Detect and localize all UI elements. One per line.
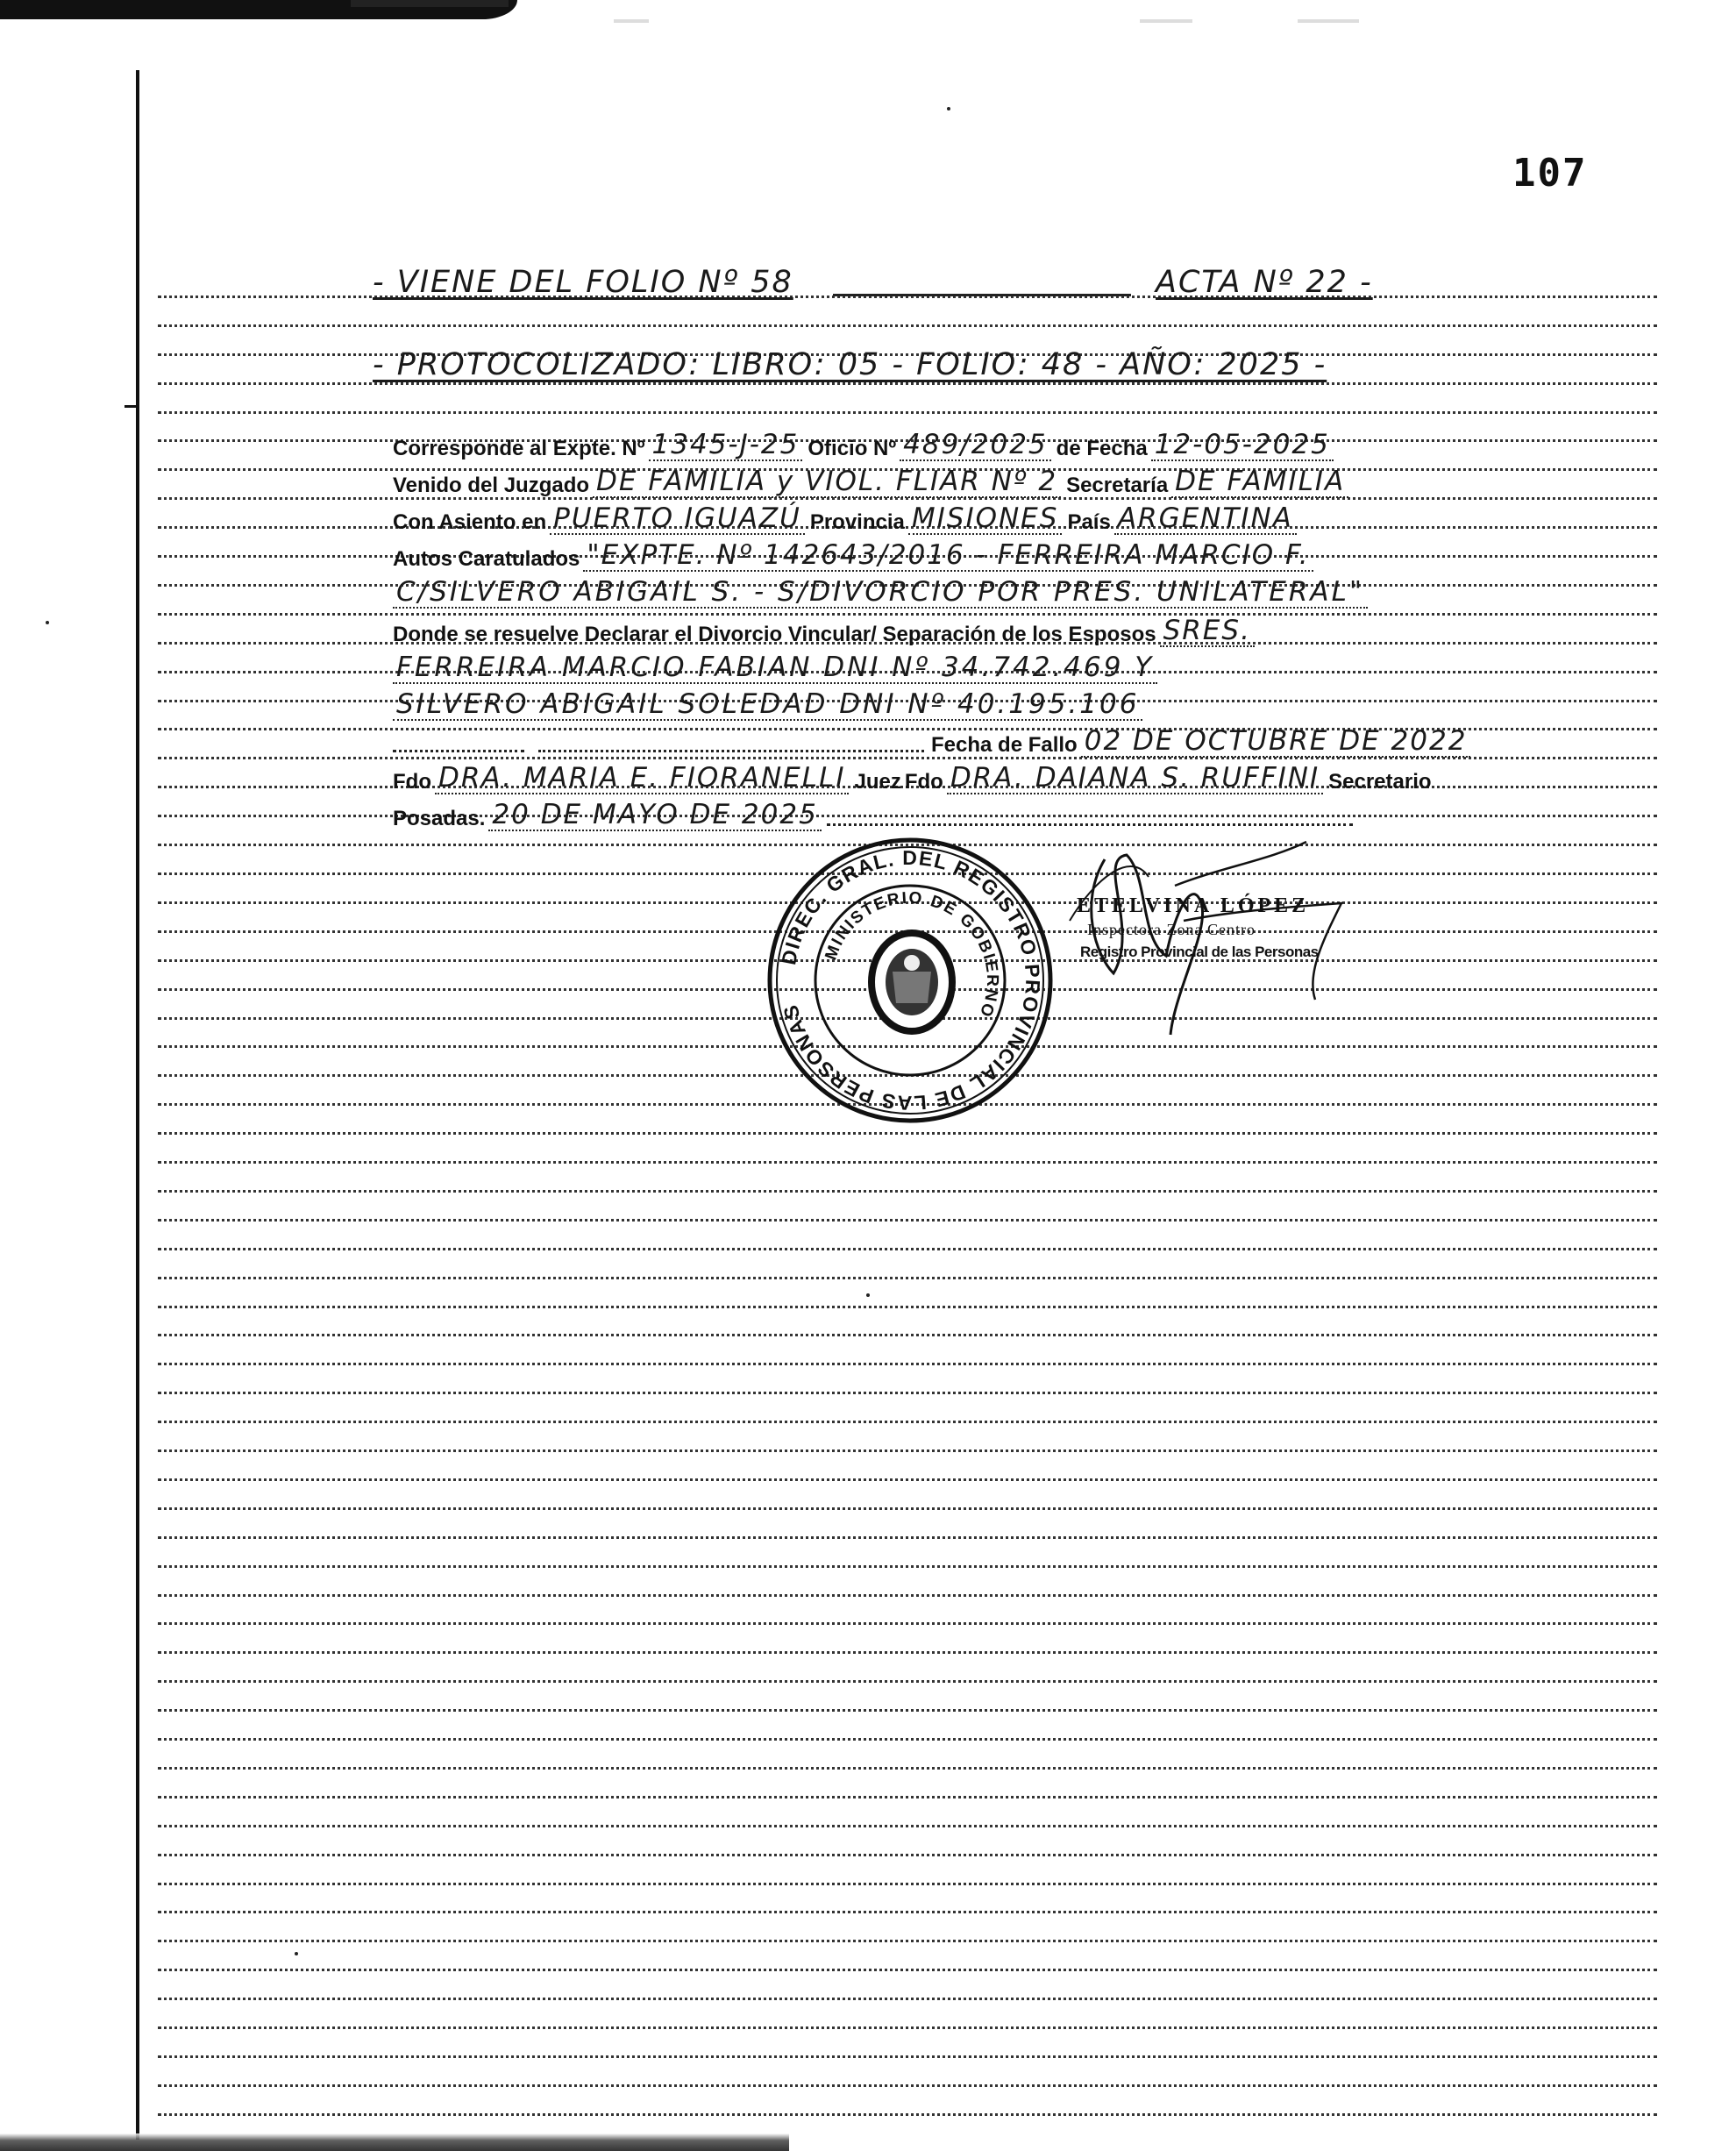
- dotted-filler: [538, 750, 924, 752]
- scan-speck: [947, 107, 950, 110]
- posadas-date: 20 DE MAYO DE 2025: [488, 800, 821, 831]
- pais-label: País: [1067, 510, 1111, 534]
- ruled-line: [158, 1277, 1657, 1279]
- ruled-line: [158, 1306, 1657, 1308]
- inspector-role: Inspectora Zona Centro: [1087, 921, 1256, 938]
- official-seal: [761, 831, 1059, 1129]
- scan-speck: [295, 1952, 298, 1955]
- ruled-line: [158, 382, 1657, 385]
- juzgado-label: Venido del Juzgado: [393, 474, 590, 497]
- ruled-line: [158, 1969, 1657, 1971]
- ruled-line: [158, 1478, 1657, 1481]
- seal-outer-text: DIREC. GRAL. DEL REGISTRO PROVINCIAL DE LAS PERSONAS: [777, 845, 1045, 1115]
- form-row-firmas: [393, 756, 1435, 794]
- ruled-line: [158, 1392, 1657, 1394]
- protocolizado-line: - PROTOCOLIZADO: LIBRO: 05 - FOLIO: 48 - AÑO: 2025 -: [373, 347, 1327, 382]
- ruled-line: [158, 1825, 1657, 1827]
- donde-label: Donde se resuelve Declarar el Divorcio Vincular/ Separación de los Esposos: [393, 623, 1156, 646]
- secretario-name: DRA. DAIANA S. RUFFINI: [947, 763, 1323, 794]
- provincia-value: MISIONES: [908, 503, 1063, 535]
- asiento-label: Con Asiento en: [393, 510, 547, 534]
- form-row-asiento: [393, 496, 1302, 535]
- coat-of-arms-icon: [872, 933, 952, 1031]
- oficio-label: Oficio Nº: [808, 437, 897, 460]
- ruled-line: [158, 1449, 1657, 1452]
- juzgado-value: DE FAMILIA y VIOL. FLIAR Nº 2: [593, 467, 1061, 498]
- fecha-label: de Fecha: [1056, 437, 1148, 460]
- seal-inner-text: MINISTERIO DE GOBIERNO: [822, 888, 1002, 1022]
- form-row-autos-cont: [393, 570, 1373, 609]
- form-row-fallo: [393, 719, 1476, 758]
- viene-del-folio: - VIENE DEL FOLIO Nº 58: [373, 265, 793, 300]
- secretaria-label: Secretaría: [1066, 474, 1169, 497]
- form-row-donde: [393, 609, 1260, 647]
- ruled-line: [158, 1132, 1657, 1135]
- fallo-label: Fecha de Fallo: [931, 733, 1078, 757]
- ruled-line: [158, 1161, 1657, 1164]
- ruled-line: [158, 1594, 1657, 1597]
- oficio-value: 489/2025: [900, 430, 1051, 461]
- ruled-line: [158, 1940, 1657, 1942]
- ruled-line: [158, 1651, 1657, 1654]
- ruled-line: [158, 1854, 1657, 1856]
- ruled-line: [158, 1911, 1657, 1913]
- ruled-line: [158, 1507, 1657, 1510]
- pais-value: ARGENTINA: [1114, 503, 1297, 535]
- form-row-spouse-2: [393, 682, 1148, 721]
- autos-value-line2: C/SILVERO ABIGAIL S. - S/DIVORCIO POR PRES. UNILATERAL": [393, 577, 1368, 609]
- dotted-filler: [393, 750, 524, 752]
- inspector-name: ETELVINA LÓPEZ: [1077, 894, 1310, 917]
- ruled-line: [158, 411, 1657, 414]
- autos-value-line1: "EXPTE. Nº 142643/2016 - FERREIRA MARCIO F.: [583, 540, 1313, 572]
- ruled-line: [158, 1767, 1657, 1770]
- form-row-spouse-1: [393, 645, 1163, 684]
- juez-fdo-label: Fdo: [393, 770, 431, 794]
- expte-label: Corresponde al Expte. Nº: [393, 437, 645, 460]
- fecha-value: 12-05-2025: [1151, 430, 1334, 461]
- secretaria-value: DE FAMILIA: [1171, 467, 1348, 498]
- scan-speck: [46, 621, 49, 624]
- form-row-expte: [393, 423, 1339, 461]
- ruled-line: [158, 1680, 1657, 1683]
- secretario-fdo-label: Fdo: [904, 770, 943, 794]
- ruled-line: [158, 1622, 1657, 1625]
- inspector-org: Registro Provincial de las Personas: [1080, 944, 1319, 960]
- form-row-autos: [393, 533, 1319, 572]
- page-number: 107: [1512, 151, 1588, 196]
- autos-label: Autos Caratulados: [393, 547, 580, 571]
- ruled-line: [158, 1565, 1657, 1568]
- ruled-line: [158, 1421, 1657, 1423]
- provincia-label: Provincia: [809, 510, 905, 534]
- ruled-line: [158, 1363, 1657, 1365]
- header-rule: [833, 294, 1131, 296]
- ruled-line: [158, 1796, 1657, 1798]
- acta-number: ACTA Nº 22 -: [1156, 265, 1373, 300]
- ruled-line: [158, 1248, 1657, 1250]
- ruled-line: [158, 1536, 1657, 1539]
- ruled-line: [158, 2026, 1657, 2029]
- ruled-line: [158, 324, 1657, 327]
- expte-value: 1345-J-25: [649, 430, 803, 461]
- ruled-line: [158, 2084, 1657, 2087]
- ruled-line: [158, 2113, 1657, 2116]
- posadas-label: Posadas.: [393, 807, 486, 830]
- asiento-value: PUERTO IGUAZÚ: [550, 503, 805, 535]
- spouse-2: SILVERO ABIGAIL SOLEDAD DNI Nº 40.195.106: [393, 689, 1142, 721]
- ruled-line: [158, 1334, 1657, 1336]
- fallo-value: 02 DE OCTUBRE DE 2022: [1081, 726, 1471, 758]
- juez-label: Juez: [854, 770, 901, 794]
- spouse-1: FERREIRA MARCIO FABIAN DNI Nº 34.742.469 Y: [393, 652, 1157, 684]
- secretario-label: Secretario: [1328, 770, 1432, 794]
- ruled-line: [158, 1998, 1657, 2000]
- ruled-line: [158, 1709, 1657, 1712]
- ruled-line: [158, 1190, 1657, 1193]
- juez-name: DRA. MARIA E. FIORANELLI: [435, 763, 849, 794]
- ruled-line: [158, 1883, 1657, 1885]
- form-row-juzgado: [393, 459, 1354, 498]
- ruled-line: [158, 2055, 1657, 2058]
- scan-speck: [866, 1293, 870, 1297]
- donde-prefix: SRES.: [1160, 616, 1255, 647]
- ruled-line: [158, 1738, 1657, 1741]
- ruled-line: [158, 1219, 1657, 1222]
